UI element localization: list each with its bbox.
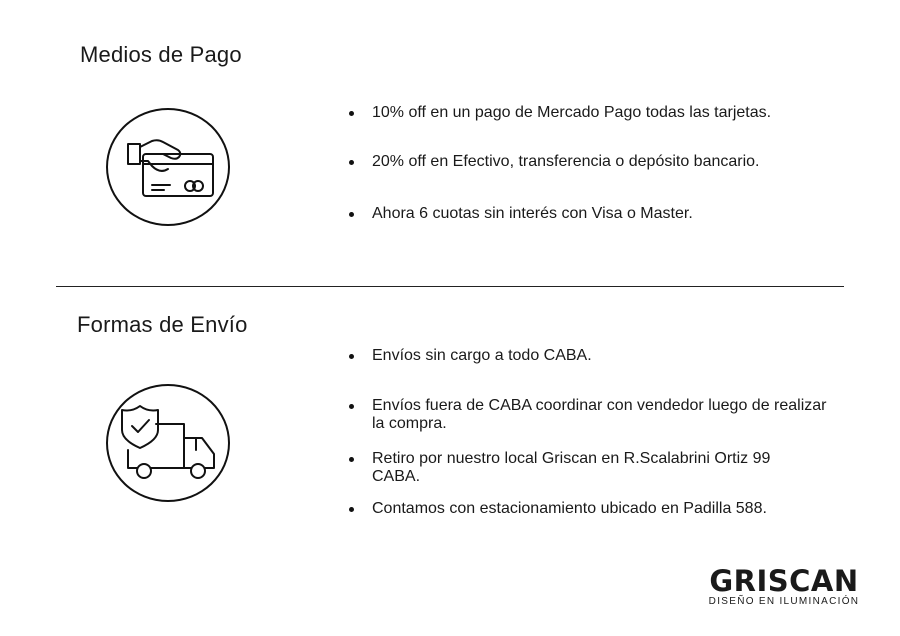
payment-title: Medios de Pago bbox=[80, 42, 242, 67]
list-item: Retiro por nuestro local Griscan en R.Scalabrini Ortiz 99 CABA. bbox=[372, 450, 822, 486]
list-item: Ahora 6 cuotas sin interés con Visa o Master. bbox=[372, 205, 832, 223]
shipping-icon-circle bbox=[106, 384, 230, 502]
list-item: Envíos fuera de CABA coordinar con vendedor luego de realizar la compra. bbox=[372, 397, 832, 433]
delivery-truck-icon bbox=[108, 386, 232, 504]
section-divider bbox=[56, 286, 844, 287]
shipping-title: Formas de Envío bbox=[77, 312, 248, 337]
brand-name: GRISCAN bbox=[709, 564, 859, 598]
brand-logo bbox=[706, 566, 862, 608]
list-item: 10% off en un pago de Mercado Pago todas las tarjetas. bbox=[372, 104, 832, 122]
payment-icon-circle bbox=[106, 108, 230, 226]
brand-tagline: DISEÑO EN ILUMINACIÓN bbox=[708, 596, 860, 607]
list-item: Envíos sin cargo a todo CABA. bbox=[372, 347, 832, 365]
list-item: 20% off en Efectivo, transferencia o depósito bancario. bbox=[372, 153, 832, 171]
card-payment-icon bbox=[108, 110, 232, 228]
list-item: Contamos con estacionamiento ubicado en Padilla 588. bbox=[372, 500, 842, 518]
